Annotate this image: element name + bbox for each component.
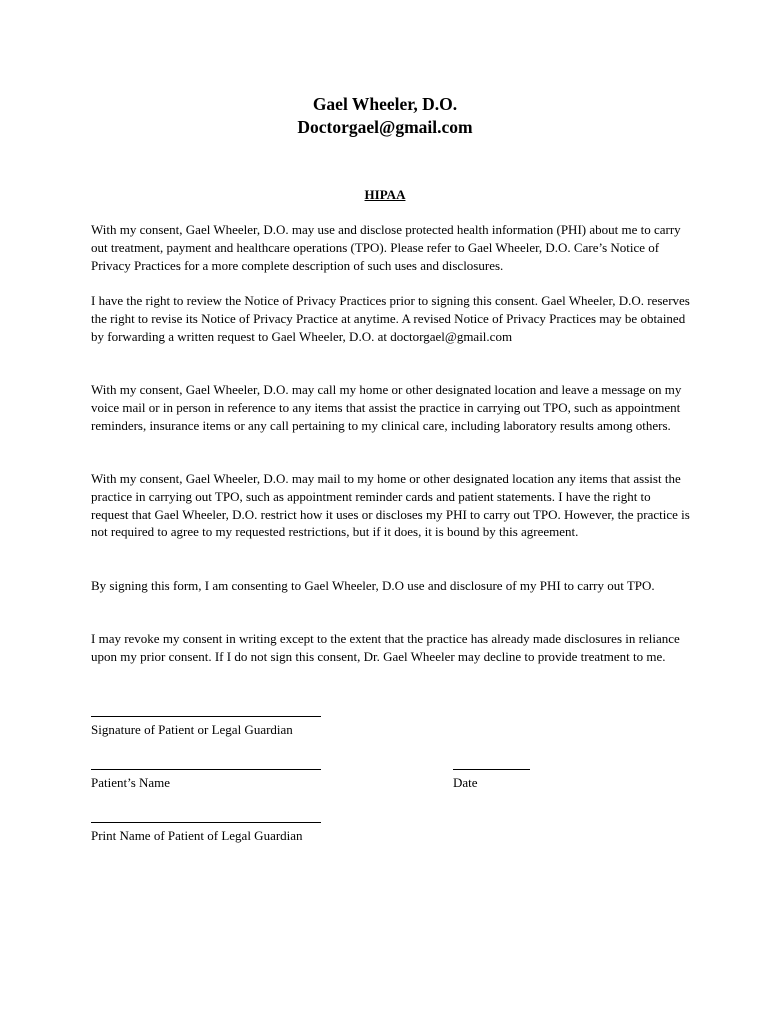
date-line[interactable] xyxy=(453,769,530,770)
document-header xyxy=(0,93,770,139)
date-block xyxy=(453,769,530,791)
print-name-label: Print Name of Patient of Legal Guardian xyxy=(91,828,303,843)
signature-label: Signature of Patient or Legal Guardian xyxy=(91,722,293,737)
consent-paragraph-notice: I have the right to review the Notice of Privacy Practices prior to signing this consent. Gael Wheeler, D.O. reserves the right to revise its Notice of Privacy Practice at anytime. A revised Notice of Privacy Practices may be obtained by forwarding a written request to Gael Wheeler, D.O. at doctorgael@gmail.com xyxy=(91,293,690,344)
print-name-line[interactable] xyxy=(91,822,321,823)
doctor-email: Doctorgael@gmail.com xyxy=(297,117,473,137)
consent-paragraph-mail: With my consent, Gael Wheeler, D.O. may mail to my home or other designated location any items that assist the practice in carrying out TPO, such as appointment reminder cards and patient statements. I have the right to request that Gael Wheeler, D.O. restrict how it uses or discloses my PHI to carry out TPO. However, the practice is not required to agree to my requested restrictions, but if it does, it is bound by this agreement. xyxy=(91,471,690,540)
print-name-block xyxy=(91,822,321,844)
patient-name-line[interactable] xyxy=(91,769,321,770)
consent-paragraph-tpo: With my consent, Gael Wheeler, D.O. may use and disclose protected health information (PHI) about me to carry out treatment, payment and healthcare operations (TPO). Please refer to Gael Wheeler, D.O. Care’s Notice of Privacy Practices for a more complete description of such uses and disclosures. xyxy=(91,222,681,273)
doctor-name: Gael Wheeler, D.O. xyxy=(312,94,458,114)
date-label: Date xyxy=(453,775,478,790)
signature-line[interactable] xyxy=(91,716,321,717)
signature-block xyxy=(91,716,321,738)
patient-name-label: Patient’s Name xyxy=(91,775,171,790)
document-title: HIPAA xyxy=(364,187,406,202)
consent-paragraph-revoke: I may revoke my consent in writing except to the extent that the practice has already made disclosures in reliance upon my prior consent. If I do not sign this consent, Dr. Gael Wheeler may decline to provide treatment to me. xyxy=(91,631,680,664)
patient-name-block xyxy=(91,769,321,791)
consent-paragraph-signing: By signing this form, I am consenting to Gael Wheeler, D.O use and disclosure of my PHI to carry out TPO. xyxy=(91,578,655,593)
consent-paragraph-calls: With my consent, Gael Wheeler, D.O. may call my home or other designated location and leave a message on my voice mail or in person in reference to any items that assist the practice in carrying out TPO, such as appointment reminders, insurance items or any call pertaining to my clinical care, including laboratory results among others. xyxy=(91,382,682,433)
